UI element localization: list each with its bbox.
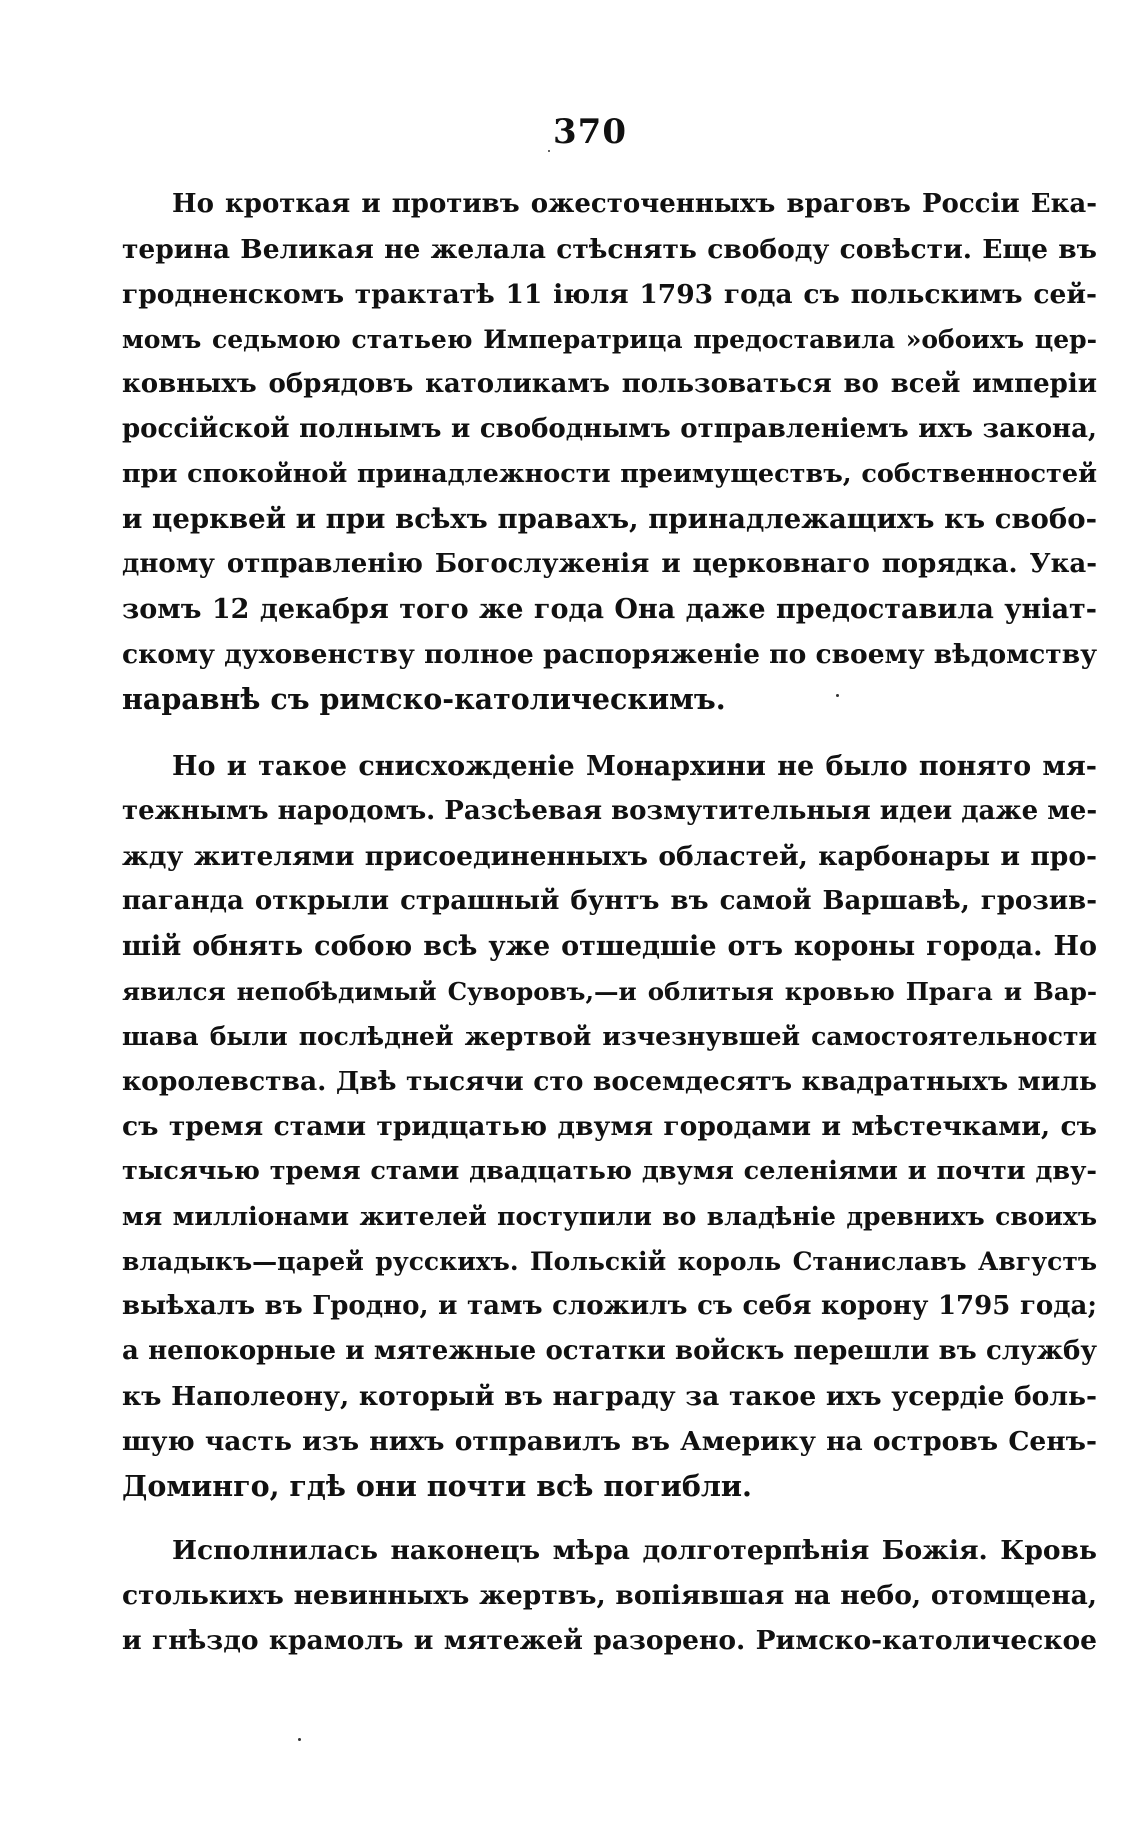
text-line: мя милліонами жителей поступили во владѣніе древнихъ своихъ (122, 1202, 1097, 1231)
scan-speck (836, 694, 839, 697)
text-line: Доминго, гдѣ они почти всѣ погибли. (122, 1469, 752, 1503)
text-line: паганда открыли страшный бунтъ въ самой Варшавѣ, грозив- (122, 886, 1097, 916)
text-line: владыкъ—царей русскихъ. Польскій король Станиславъ Августъ (122, 1247, 1097, 1276)
text-line: Но кроткая и противъ ожесточенныхъ враговъ Россіи Ека- (172, 189, 1097, 219)
text-line: момъ седьмою статьею Императрица предоставила »обоихъ цер- (122, 325, 1097, 354)
text-line: съ тремя стами тридцатью двумя городами и мѣстечками, съ (122, 1111, 1097, 1142)
paragraph-3 (122, 1528, 1097, 1663)
text-line: ковныхъ обрядовъ католикамъ пользоваться во всей имперіи (122, 369, 1097, 399)
text-line: наравнѣ съ римско-католическимъ. (122, 682, 726, 716)
text-line: шую часть изъ нихъ отправилъ въ Америку на островъ Сенъ- (122, 1426, 1097, 1457)
text-line: Исполнилась наконецъ мѣра долготерпѣнія Божія. Кровь (172, 1535, 1097, 1566)
text-line: а непокорные и мятежные остатки войскъ перешли въ службу (122, 1336, 1097, 1366)
text-line: и гнѣздо крамолъ и мятежей разорено. Римско-католическое (122, 1625, 1097, 1656)
text-line: тежнымъ народомъ. Разсѣевая возмутительныя идеи даже ме- (122, 796, 1097, 826)
text-line: россійской полнымъ и свободнымъ отправленіемъ ихъ закона, (122, 414, 1097, 444)
text-line: тысячью тремя стами двадцатью двумя селеніями и почти дву- (122, 1156, 1097, 1186)
text-line: терина Великая не желала стѣснять свободу совѣсти. Еще въ (122, 234, 1097, 265)
text-line: къ Наполеону, который въ награду за такое ихъ усердіе боль- (122, 1381, 1097, 1412)
text-line: столькихъ невинныхъ жертвъ, вопіявшая на небо, отомщена, (122, 1580, 1097, 1611)
text-line: и церквей и при всѣхъ правахъ, принадлежащихъ къ свобо- (122, 503, 1097, 535)
text-line: шій обнять собою всѣ уже отшедшіе отъ короны города. Но (122, 931, 1097, 962)
text-line: королевства. Двѣ тысячи сто восемдесятъ квадратныхъ миль (122, 1066, 1097, 1097)
paragraph-2 (122, 744, 1097, 1509)
text-line: зомъ 12 декабря того же года Она даже предоставила уніат- (122, 594, 1097, 625)
text-line: явился непобѣдимый Суворовъ,—и облитыя кровью Прага и Вар- (122, 977, 1097, 1006)
text-line: скому духовенству полное распоряженіе по своему вѣдомству (122, 639, 1097, 670)
text-line: при спокойной принадлежности преимуществъ, собственностей (122, 459, 1097, 489)
text-line: гродненскомъ трактатѣ 11 іюля 1793 года съ польскимъ сей- (122, 279, 1097, 310)
text-line: выѣхалъ въ Гродно, и тамъ сложилъ съ себя корону 1795 года; (122, 1291, 1097, 1321)
text-line: жду жителями присоединенныхъ областей, карбонары и про- (122, 841, 1097, 872)
scan-speck (548, 150, 550, 152)
paragraph-1 (122, 182, 1097, 722)
text-line: Но и такое снисхожденіе Монархини не было понято мя- (172, 751, 1097, 782)
text-line: дному отправленію Богослуженія и церковнаго порядка. Ука- (122, 549, 1097, 579)
text-line: шава были послѣдней жертвой изчезнувшей самостоятельности (122, 1022, 1097, 1051)
scan-speck (298, 1738, 301, 1741)
page-number: 370 (553, 112, 627, 152)
